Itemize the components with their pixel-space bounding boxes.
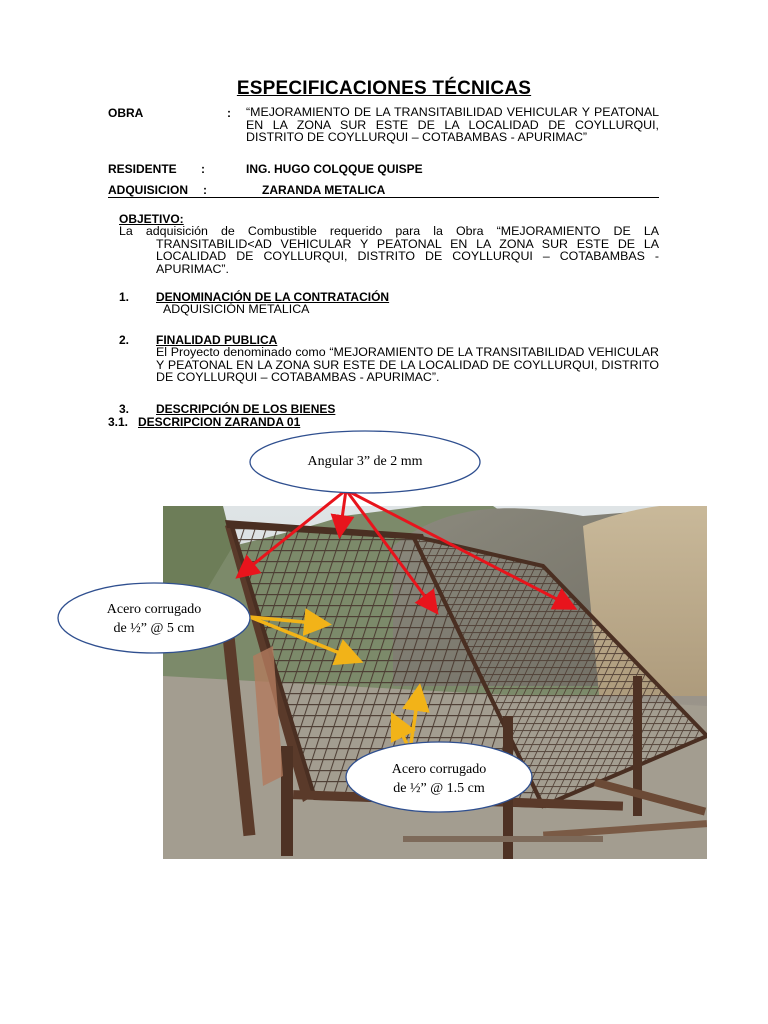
section-2-heading: FINALIDAD PUBLICA: [156, 333, 278, 347]
objetivo-text-content: La adquisición de Combustible requerido para la Obra “MEJORAMIENTO DE LA TRANSITABILID<AD VEHICULAR Y PEATONAL EN LA ZONA SUR ESTE DE LA LOCALIDAD DE COYLLURQUI, DISTRITO DE COYLLURQUI – COTABAMBAS - APURIMAC”.: [119, 224, 659, 276]
red-arrow-1: [240, 490, 346, 575]
residente-value: ING. HUGO COLQQUE QUISPE: [246, 162, 423, 176]
adquisicion-label: ADQUISICION: [108, 183, 189, 197]
adquisicion-separator: :: [203, 183, 207, 197]
callout-acero2-line1: Acero corrugado: [391, 762, 487, 777]
residente-label: RESIDENTE: [108, 162, 177, 176]
residente-separator: :: [201, 162, 205, 176]
section-3-number: 3.: [119, 402, 130, 416]
obra-text: “MEJORAMIENTO DE LA TRANSITABILIDAD VEHICULAR Y PEATONAL EN LA ZONA SUR ESTE DE LA LOCALIDAD DE COYLLURQUI, DISTRITO DE COYLLURQUI – COTABAMBAS - APURIMAC”: [246, 105, 659, 144]
section-2-number: 2.: [119, 333, 130, 347]
section-3-heading: DESCRIPCIÓN DE LOS BIENES: [156, 402, 336, 416]
obra-separator: :: [227, 106, 231, 120]
document-title: ESPECIFICACIONES TÉCNICAS: [236, 78, 532, 99]
red-arrow-2: [340, 490, 346, 533]
yellow-arrow-4: [410, 690, 419, 750]
callout-acero2-line2: de ½” @ 1.5 cm: [393, 781, 485, 796]
section-1-number: 1.: [119, 290, 130, 304]
callout-acero1-line1: Acero corrugado: [106, 602, 202, 617]
red-arrow-4: [346, 490, 572, 607]
section-1-heading: DENOMINACIÓN DE LA CONTRATACIÓN: [156, 290, 390, 304]
callout-angular-text: Angular 3” de 2 mm: [307, 454, 423, 469]
objetivo-heading: OBJETIVO:: [119, 212, 184, 226]
subsection-heading: DESCRIPCION ZARANDA 01: [138, 415, 301, 429]
section-1-text: ADQUISICIÓN METALICA: [163, 302, 310, 316]
section-2-text: El Proyecto denominado como “MEJORAMIENTO DE LA TRANSITABILIDAD VEHICULAR Y PEATONAL EN LA ZONA SUR ESTE DE LA LOCALIDAD DE COYLLURQUI, DISTRITO DE COYLLURQUI – COTABAMBAS - APURIMAC”.: [156, 345, 659, 384]
callout-acero1-line2: de ½” @ 5 cm: [113, 621, 195, 636]
subsection-number: 3.1.: [108, 415, 129, 429]
adquisicion-value: ZARANDA METALICA: [262, 183, 386, 197]
red-arrow-3: [346, 490, 435, 610]
obra-label: OBRA: [108, 106, 144, 120]
